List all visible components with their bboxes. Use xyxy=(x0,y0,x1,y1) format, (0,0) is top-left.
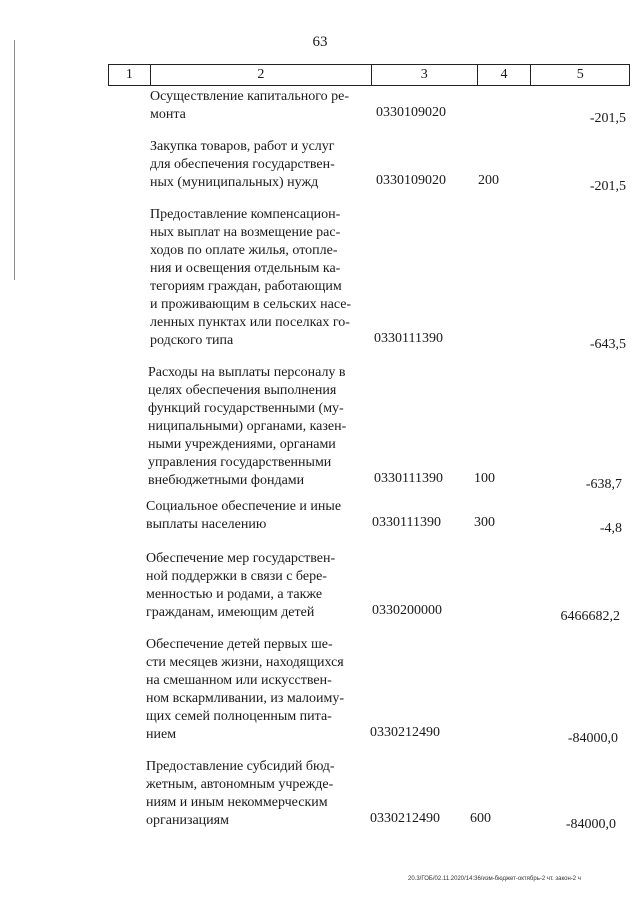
row-amount: -4,8 xyxy=(599,521,622,536)
row-amount: -638,7 xyxy=(585,477,622,492)
header-col-3: 3 xyxy=(372,65,478,85)
header-col-1: 1 xyxy=(109,65,151,85)
row-amount: -201,5 xyxy=(589,111,626,126)
row-code: 0330109020 xyxy=(376,173,446,188)
row-description: Обеспечение детей первых ше- сти месяцев жизни, находящихся на смешанном или искусствен- ном вскармливании, из малоиму- щих семей полноценным пита- нием xyxy=(146,637,344,742)
page-number: 63 xyxy=(312,34,328,50)
scan-edge-line xyxy=(14,40,15,280)
row-code: 0330212490 xyxy=(370,811,440,826)
table-header xyxy=(108,64,630,86)
row-expense-type: 100 xyxy=(474,471,495,486)
row-amount: 6466682,2 xyxy=(560,609,620,624)
row-description: Расходы на выплаты персоналу в целях обеспечения выполнения функций государственными (му- ниципальными) органами, казен- ными учреждениями, органами управления государственными внебюджетными фондами xyxy=(148,365,347,488)
row-expense-type: 600 xyxy=(470,811,491,826)
row-amount: -84000,0 xyxy=(565,817,616,832)
row-amount: -201,5 xyxy=(589,179,626,194)
row-code: 0330212490 xyxy=(370,725,440,740)
row-description: Обеспечение мер государствен- ной поддержки в связи с бере- менностью и родами, а также гражданам, имеющим детей xyxy=(146,551,336,620)
row-description: Предоставление компенсацион- ных выплат на возмещение рас- ходов по оплате жилья, отопле- ния и освещения отдельным ка- тегориям граждан, работающим и проживающим в сельских насе- ленных пунктах или поселках го- родского типа xyxy=(150,207,352,348)
header-col-4: 4 xyxy=(478,65,532,85)
row-description: Предоставление субсидий бюд- жетным, автономным учрежде- ниям и иным некоммерческим организациям xyxy=(146,759,335,828)
row-expense-type: 300 xyxy=(474,515,495,530)
row-code: 0330111390 xyxy=(374,471,443,486)
row-code: 0330200000 xyxy=(372,603,442,618)
row-description: Осуществление капитального ре- монта xyxy=(150,89,350,122)
header-col-2: 2 xyxy=(151,65,372,85)
header-col-5: 5 xyxy=(576,67,584,82)
row-code: 0330111390 xyxy=(372,515,441,530)
row-expense-type: 200 xyxy=(478,173,499,188)
row-description: Закупка товаров, работ и услуг для обеспечения государствен- ных (муниципальных) нужд xyxy=(150,139,335,190)
row-code: 0330111390 xyxy=(374,331,443,346)
row-amount: -643,5 xyxy=(589,337,626,352)
row-code: 0330109020 xyxy=(376,105,446,120)
row-amount: -84000,0 xyxy=(567,731,618,746)
footer-meta: 20.3/ГОБ/02.11.2020/14:36/изм-бюджет-октябрь-2 чт. закон-2 ч xyxy=(408,876,581,882)
row-description: Социальное обеспечение и иные выплаты населению xyxy=(146,499,342,532)
